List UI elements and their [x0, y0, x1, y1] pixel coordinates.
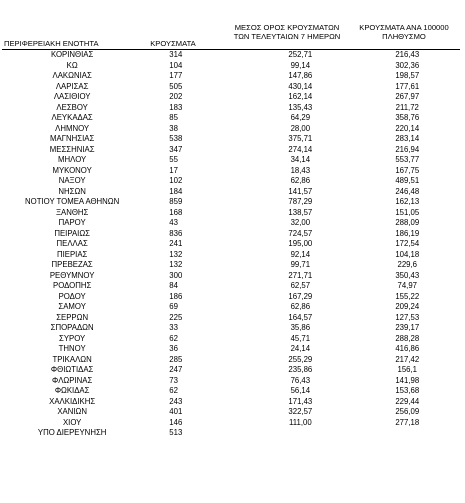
- region-cell: ΛΕΣΒΟΥ: [56, 102, 88, 112]
- region-cell: ΧΑΛΚΙΔΙΚΗΣ: [49, 396, 96, 406]
- table-row: [0, 344, 465, 355]
- average-cell: 375,71: [288, 134, 313, 143]
- per-100000-cell: 151,05: [395, 207, 420, 217]
- per-100000-cell: 209,24: [395, 302, 420, 311]
- average-cell: 62,86: [290, 176, 311, 185]
- cases-cell: 69: [169, 302, 178, 311]
- per-100000-cell: 489,51: [395, 176, 420, 185]
- per-100000-cell: 186,19: [395, 228, 420, 238]
- table-row: [0, 334, 465, 345]
- table-row: [0, 239, 465, 250]
- per-100000-cell: 211,72: [395, 102, 419, 112]
- cases-cell: 513: [169, 428, 183, 437]
- average-cell: 45,71: [290, 333, 311, 343]
- table-row: [0, 61, 465, 72]
- cases-cell: 347: [169, 144, 183, 154]
- region-cell: ΠΑΡΟΥ: [58, 218, 86, 227]
- per-100000-cell: 162,13: [395, 197, 420, 206]
- per-100000-cell: 283,14: [395, 134, 420, 143]
- region-cell: ΠΡΕΒΕΖΑΣ: [51, 260, 93, 269]
- region-cell: ΦΘΙΩΤΙΔΑΣ: [50, 365, 94, 374]
- table-row: [0, 134, 465, 145]
- average-cell: 35,86: [290, 323, 311, 332]
- per-100000-cell: 177,61: [395, 81, 420, 91]
- table-row: [0, 302, 465, 313]
- header-average-line1: ΜΕΣΟΣ ΟΡΟΣ ΚΡΟΥΣΜΑΤΩΝ: [234, 23, 340, 32]
- cases-cell: 225: [169, 312, 183, 322]
- cases-cell: 104: [169, 60, 183, 70]
- per-100000-cell: 198,57: [395, 71, 420, 80]
- cases-cell: 184: [169, 186, 183, 196]
- per-100000-cell: 216,43: [395, 50, 420, 59]
- per-100000-cell: [350, 428, 465, 439]
- cases-cell: 401: [169, 407, 183, 416]
- table-row: [0, 92, 465, 103]
- cases-cell: 243: [169, 396, 183, 406]
- region-cell: ΚΩ: [66, 60, 78, 70]
- table-row: [0, 292, 465, 303]
- region-cell: ΤΡΙΚΑΛΩΝ: [52, 354, 92, 364]
- table-row: [0, 355, 465, 366]
- average-cell: 34,14: [290, 155, 311, 164]
- cases-cell: 183: [169, 102, 183, 112]
- average-cell: 138,57: [288, 207, 313, 217]
- per-100000-cell: 267,97: [395, 92, 420, 101]
- per-100000-cell: 141,98: [395, 375, 420, 385]
- region-cell: ΝΑΞΟΥ: [58, 176, 86, 185]
- region-cell: ΣΠΟΡΑΔΩΝ: [50, 323, 94, 332]
- region-cell: ΛΑΡΙΣΑΣ: [55, 81, 89, 91]
- table-row: [0, 313, 465, 324]
- cases-cell: 62: [169, 333, 178, 343]
- region-cell: ΠΙΕΡΙΑΣ: [56, 249, 88, 259]
- table-row: [0, 428, 465, 439]
- per-100000-cell: 288,09: [395, 218, 420, 227]
- table-row: [0, 82, 465, 93]
- per-100000-cell: 302,36: [395, 60, 420, 70]
- region-cell: ΡΟΔΟΥ: [58, 291, 86, 301]
- average-cell: 64,29: [290, 113, 311, 122]
- region-cell: ΜΑΓΝΗΣΙΑΣ: [50, 134, 95, 143]
- table-row: [0, 103, 465, 114]
- per-100000-cell: 156,1: [397, 365, 418, 374]
- average-cell: 271,71: [288, 270, 313, 280]
- table-row: [0, 50, 465, 61]
- average-cell: 724,57: [288, 228, 313, 238]
- table-row: [0, 376, 465, 387]
- per-100000-cell: 216,94: [395, 144, 420, 154]
- header-cases: ΚΡΟΥΣΜΑΤΑ: [150, 39, 196, 48]
- average-cell: 167,29: [288, 291, 313, 301]
- region-cell: ΣΕΡΡΩΝ: [56, 312, 89, 322]
- cases-cell: 17: [169, 165, 178, 175]
- table-row: [0, 145, 465, 156]
- per-100000-cell: 74,97: [397, 281, 418, 290]
- table-row: [0, 281, 465, 292]
- per-100000-cell: 246,48: [395, 186, 420, 196]
- average-cell: 787,29: [288, 197, 313, 206]
- table-row: [0, 386, 465, 397]
- table-row: [0, 260, 465, 271]
- average-cell: 322,57: [288, 407, 313, 416]
- per-100000-cell: 155,22: [395, 291, 420, 301]
- cases-cell: 55: [169, 155, 178, 164]
- header-average-line2: ΤΩΝ ΤΕΛΕΥΤΑΙΩΝ 7 ΗΜΕΡΩΝ: [233, 32, 341, 41]
- table-row: [0, 365, 465, 376]
- cases-cell: 186: [169, 291, 183, 301]
- region-cell: ΜΗΛΟΥ: [58, 155, 87, 164]
- table-row: [0, 323, 465, 334]
- cases-cell: 202: [169, 92, 183, 101]
- per-100000-cell: 358,76: [395, 113, 420, 122]
- region-cell: ΦΛΩΡΙΝΑΣ: [52, 375, 93, 385]
- cases-cell: 241: [169, 239, 183, 248]
- per-100000-cell: 172,54: [395, 239, 420, 248]
- average-cell: 147,86: [288, 71, 313, 80]
- region-cell: ΡΟΔΟΠΗΣ: [53, 281, 92, 290]
- cases-cell: 314: [169, 50, 183, 59]
- cases-cell: 300: [169, 270, 183, 280]
- average-cell: 252,71: [288, 50, 313, 59]
- region-cell: ΜΥΚΟΝΟΥ: [52, 165, 92, 175]
- cases-cell: 505: [169, 81, 183, 91]
- region-cell: ΡΕΘΥΜΝΟΥ: [49, 270, 95, 280]
- cases-cell: 38: [169, 123, 178, 133]
- average-cell: 255,29: [288, 354, 313, 364]
- table-row: [0, 218, 465, 229]
- region-cell: ΧΙΟΥ: [62, 417, 82, 427]
- table-row: [0, 418, 465, 429]
- region-cell: ΠΕΛΛΑΣ: [56, 239, 88, 248]
- average-cell: 24,14: [290, 344, 311, 353]
- region-cell: ΠΕΙΡΑΙΩΣ: [54, 228, 90, 238]
- average-cell: 99,71: [290, 260, 311, 269]
- region-cell: ΞΑΝΘΗΣ: [55, 207, 89, 217]
- region-cell: ΛΗΜΝΟΥ: [55, 123, 90, 133]
- region-cell: ΤΗΝΟΥ: [58, 344, 86, 353]
- average-cell: 62,57: [290, 281, 311, 290]
- per-100000-cell: 350,43: [395, 270, 420, 280]
- per-100000-cell: 553,77: [395, 155, 420, 164]
- header-per-line2: ΠΛΗΘΥΣΜΟ: [382, 32, 426, 41]
- table-row: [0, 166, 465, 177]
- average-cell: 18,43: [290, 165, 311, 175]
- per-100000-cell: 239,17: [395, 323, 420, 332]
- region-cell: ΛΑΚΩΝΙΑΣ: [52, 71, 92, 80]
- average-cell: 235,86: [288, 365, 313, 374]
- table-row: [0, 176, 465, 187]
- average-cell: 99,14: [290, 60, 311, 70]
- table-row: [0, 124, 465, 135]
- region-cell: ΜΕΣΣΗΝΙΑΣ: [49, 144, 95, 154]
- average-cell: [251, 428, 349, 439]
- region-cell: ΦΩΚΙΔΑΣ: [54, 386, 90, 395]
- cases-cell: 73: [169, 375, 178, 385]
- per-100000-cell: 277,18: [395, 417, 420, 427]
- per-100000-cell: 167,75: [395, 165, 420, 175]
- region-cell: ΛΕΥΚΑΔΑΣ: [51, 113, 93, 122]
- average-cell: 76,43: [290, 375, 311, 385]
- region-cell: ΧΑΝΙΩΝ: [57, 407, 87, 416]
- average-cell: 135,43: [288, 102, 313, 112]
- table-row: [0, 397, 465, 408]
- average-cell: 162,14: [288, 92, 313, 101]
- cases-cell: 132: [169, 260, 183, 269]
- region-cell: ΝΟΤΙΟΥ ΤΟΜΕΑ ΑΘΗΝΩΝ: [25, 197, 120, 206]
- table-row: [0, 208, 465, 219]
- table-body: [0, 50, 465, 439]
- cases-cell: 538: [169, 134, 183, 143]
- table-row: [0, 187, 465, 198]
- cases-cell: 36: [169, 344, 178, 353]
- per-100000-cell: 288,28: [395, 333, 420, 343]
- cases-cell: 285: [169, 354, 183, 364]
- cases-cell: 132: [169, 249, 183, 259]
- header-per-line1: ΚΡΟΥΣΜΑΤΑ ΑΝΑ 100000: [359, 23, 449, 32]
- region-cell: ΥΠΟ ΔΙΕΡΕΥΝΗΣΗ: [37, 428, 107, 437]
- cases-table: [0, 50, 465, 439]
- average-cell: 62,86: [290, 302, 311, 311]
- region-cell: ΣΑΜΟΥ: [58, 302, 86, 311]
- table-row: [0, 229, 465, 240]
- average-cell: 28,00: [290, 123, 311, 133]
- per-100000-cell: 127,53: [395, 312, 420, 322]
- average-cell: 92,14: [290, 249, 311, 259]
- header-average-7-days: [231, 23, 343, 41]
- region-cell: ΛΑΣΙΘΙΟΥ: [53, 92, 91, 101]
- cases-cell: 102: [169, 176, 183, 185]
- average-cell: 195,00: [288, 239, 313, 248]
- header-region: ΠΕΡΙΦΕΡΕΙΑΚΗ ΕΝΟΤΗΤΑ: [4, 39, 99, 48]
- per-100000-cell: 229,6: [397, 260, 418, 269]
- cases-cell: 85: [169, 113, 178, 122]
- per-100000-cell: 220,14: [395, 123, 420, 133]
- region-cell: ΚΟΡΙΝΘΙΑΣ: [51, 50, 94, 59]
- average-cell: 111,00: [289, 417, 312, 427]
- average-cell: 141,57: [288, 186, 313, 196]
- table-row: [0, 407, 465, 418]
- average-cell: 56,14: [290, 386, 311, 395]
- per-100000-cell: 229,44: [395, 396, 420, 406]
- cases-cell: 62: [169, 386, 178, 395]
- cases-cell: 247: [169, 365, 183, 374]
- header-per-100000: [347, 23, 461, 41]
- cases-cell: 146: [169, 417, 183, 427]
- average-cell: 164,57: [288, 312, 313, 322]
- cases-cell: 859: [169, 197, 183, 206]
- per-100000-cell: 256,09: [395, 407, 420, 416]
- table-row: [0, 113, 465, 124]
- cases-cell: 43: [169, 218, 178, 227]
- cases-cell: 836: [169, 228, 183, 238]
- cases-cell: 177: [169, 71, 183, 80]
- average-cell: 430,14: [288, 81, 313, 91]
- table-row: [0, 155, 465, 166]
- per-100000-cell: 153,68: [395, 386, 420, 395]
- region-cell: ΣΥΡΟΥ: [59, 333, 86, 343]
- table-row: [0, 71, 465, 82]
- table-row: [0, 271, 465, 282]
- table-row: [0, 250, 465, 261]
- cases-cell: 84: [169, 281, 178, 290]
- region-cell: ΝΗΣΩΝ: [58, 186, 86, 196]
- per-100000-cell: 104,18: [395, 249, 420, 259]
- average-cell: 274,14: [288, 144, 313, 154]
- average-cell: 171,43: [288, 396, 313, 406]
- per-100000-cell: 416,86: [395, 344, 420, 353]
- average-cell: 32,00: [290, 218, 311, 227]
- cases-cell: 168: [169, 207, 183, 217]
- table-row: [0, 197, 465, 208]
- per-100000-cell: 217,42: [395, 354, 420, 364]
- cases-cell: 33: [169, 323, 178, 332]
